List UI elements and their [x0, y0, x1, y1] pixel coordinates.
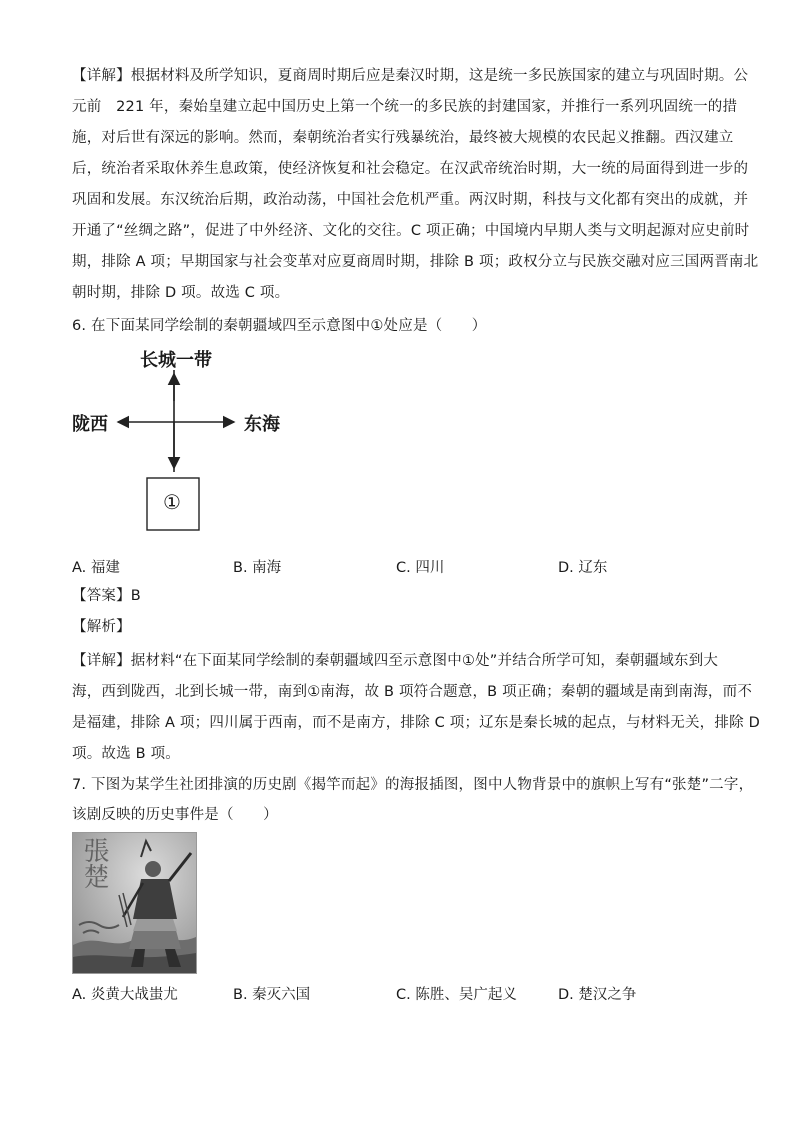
explain-prev-line-4: 后，统治者采取休养生息政策，使经济恢复和社会稳定。在汉武帝统治时期，大一统的局面得到进一步的: [72, 161, 749, 177]
explain-prev-line-8: 朝时期，排除 D 项。故选 C 项。: [72, 285, 290, 301]
explain-prev-line-2: 元前 221 年，秦始皇建立起中国历史上第一个统一的多民族的封建国家，并推行一系列巩固统一的措: [72, 99, 738, 115]
q6-option-a[interactable]: A. 福建: [72, 560, 120, 576]
q7-option-d[interactable]: D. 楚汉之争: [558, 987, 637, 1003]
q6-answer: 【答案】B: [72, 588, 141, 604]
q6-analysis-label: 【解析】: [72, 619, 131, 635]
q6-explain-line-4: 项。故选 B 项。: [72, 746, 180, 762]
q6-option-b[interactable]: B. 南海: [233, 560, 282, 576]
q6-option-d[interactable]: D. 辽东: [558, 560, 608, 576]
q7-option-a[interactable]: A. 炎黄大战蚩尤: [72, 987, 178, 1003]
q7-options: [72, 983, 732, 1003]
q7-stem-line-1: 7. 下图为某学生社团排演的历史剧《揭竿而起》的海报插图，图中人物背景中的旗帜上写有“张楚”二字，: [72, 777, 754, 793]
poster-banner-text: 張楚: [79, 837, 109, 889]
q6-territory-diagram: [70, 340, 290, 540]
q6-explain-line-3: 是福建，排除 A 项；四川属于西南，而不是南方，排除 C 项；辽东是秦长城的起点，与材料无关，排除 D: [72, 715, 760, 731]
diagram-label-north: 长城一带: [140, 350, 212, 371]
explain-prev-line-5: 巩固和发展。东汉统治后期，政治动荡，中国社会危机严重。两汉时期，科技与文化都有突出的成就，并: [72, 192, 749, 208]
diagram-label-east: 东海: [244, 414, 280, 435]
explain-prev-line-7: 期，排除 A 项；早期国家与社会变革对应夏商周时期，排除 B 项；政权分立与民族交融对应三国两晋南北: [72, 254, 759, 270]
q6-stem: 6. 在下面某同学绘制的秦朝疆域四至示意图中①处应是（ ）: [72, 318, 487, 334]
q7-poster-illustration: [72, 832, 197, 974]
explain-prev-line-6: 开通了“丝绸之路”，促进了中外经济、文化的交往。C 项正确；中国境内早期人类与文明起源对应史前时: [72, 223, 750, 239]
diagram-label-south: ①: [163, 490, 181, 514]
diagram-label-west: 陇西: [72, 414, 108, 435]
q6-explain-line-2: 海，西到陇西，北到长城一带，南到①南海，故 B 项符合题意，B 项正确；秦朝的疆域是南到南海，而不: [72, 684, 753, 700]
q7-stem-line-2: 该剧反映的历史事件是（ ）: [72, 807, 278, 823]
q7-option-b[interactable]: B. 秦灭六国: [233, 987, 311, 1003]
q7-option-c[interactable]: C. 陈胜、吴广起义: [396, 987, 517, 1003]
explain-prev-line-3: 施，对后世有深远的影响。然而，秦朝统治者实行残暴统治，最终被大规模的农民起义推翻。西汉建立: [72, 130, 734, 146]
explain-prev-line-1: 【详解】根据材料及所学知识，夏商周时期后应是秦汉时期，这是统一多民族国家的建立与巩固时期。公: [72, 68, 749, 84]
q6-options: [72, 556, 732, 576]
q6-explain-line-1: 【详解】据材料“在下面某同学绘制的秦朝疆域四至示意图中①处”并结合所学可知，秦朝疆域东到大: [72, 653, 719, 669]
q6-option-c[interactable]: C. 四川: [396, 560, 445, 576]
